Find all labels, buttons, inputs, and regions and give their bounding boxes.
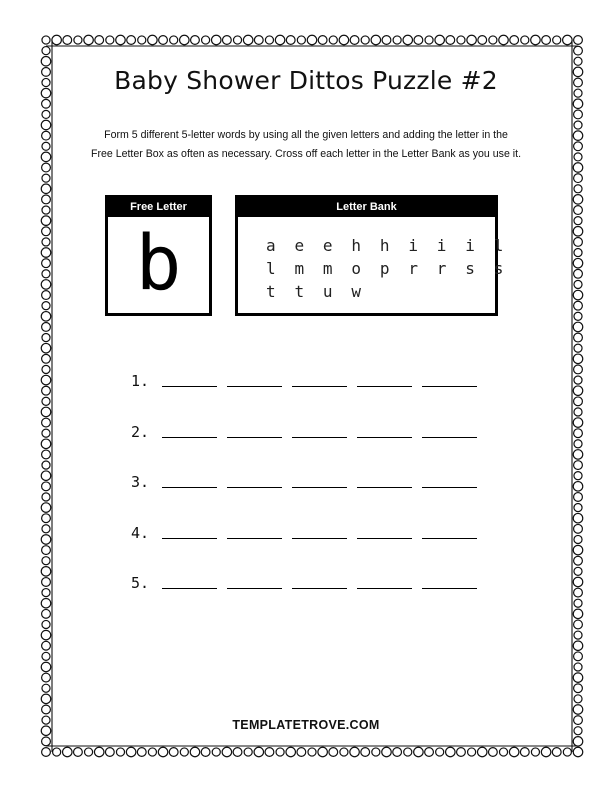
border-loop	[574, 57, 582, 65]
letter-blank[interactable]	[357, 588, 412, 589]
border-loop	[510, 36, 519, 45]
border-loop	[573, 577, 583, 587]
border-loop	[148, 35, 158, 45]
border-loop	[42, 514, 51, 523]
border-loop	[329, 36, 337, 44]
border-loop	[573, 131, 583, 141]
border-loop	[446, 36, 455, 45]
border-loop	[573, 737, 583, 747]
border-loop	[41, 216, 51, 226]
border-loop	[531, 35, 541, 45]
border-loop	[573, 641, 583, 651]
border-loop	[42, 461, 50, 469]
border-loop	[53, 748, 61, 756]
border-loop	[574, 121, 582, 129]
border-loop	[159, 36, 168, 45]
border-loop	[414, 36, 423, 45]
letter-bank-row: t t u w	[266, 282, 366, 301]
border-loop	[41, 535, 51, 545]
border-loop	[574, 110, 583, 119]
letter-bank-letters	[266, 234, 508, 303]
border-loop	[573, 322, 583, 332]
letter-blank[interactable]	[422, 538, 477, 539]
border-loop	[574, 556, 583, 565]
border-loop	[42, 131, 51, 140]
border-loop	[574, 238, 583, 247]
border-loop	[42, 450, 51, 459]
border-loop	[297, 748, 306, 757]
border-loop	[371, 35, 381, 45]
border-loop	[573, 450, 583, 460]
border-loop	[574, 652, 583, 661]
border-loop	[573, 290, 583, 300]
border-loop	[436, 748, 444, 756]
border-loop	[574, 504, 582, 512]
border-loop	[574, 408, 582, 416]
border-loop	[573, 195, 583, 205]
letter-blank[interactable]	[292, 487, 347, 488]
border-loop	[170, 36, 178, 44]
letter-bank-row: l m m o p r r s s	[266, 259, 508, 278]
answer-number: 2.	[131, 422, 150, 441]
border-loop	[573, 354, 583, 364]
border-loop	[276, 748, 284, 756]
border-loop	[574, 365, 583, 374]
border-loop	[180, 35, 190, 45]
border-loop	[574, 312, 582, 320]
border-loop	[372, 748, 380, 756]
border-loop	[190, 747, 200, 757]
border-loop	[574, 535, 582, 543]
border-loop	[74, 748, 83, 757]
border-loop	[446, 747, 456, 757]
border-loop	[574, 344, 582, 352]
border-loop	[425, 36, 433, 44]
border-loop	[254, 36, 263, 45]
border-loop	[137, 748, 146, 757]
border-loop	[574, 46, 583, 55]
border-loop	[222, 747, 232, 757]
border-loop	[42, 238, 50, 246]
border-loop	[127, 36, 136, 45]
border-loop	[573, 747, 583, 757]
border-loop	[574, 174, 583, 183]
border-loop	[573, 163, 583, 173]
border-loop	[563, 748, 571, 756]
border-loop	[41, 567, 51, 577]
border-loop	[574, 684, 583, 693]
border-loop	[42, 578, 51, 587]
border-loop	[41, 343, 51, 353]
border-loop	[42, 163, 51, 172]
border-loop	[499, 35, 509, 45]
instructions-line-1: Form 5 different 5-letter words by using all the given letters and adding the letter in the	[104, 129, 508, 141]
border-loop	[573, 545, 583, 555]
border-loop	[42, 302, 50, 310]
free-letter: b	[135, 218, 182, 307]
answer-number: 3.	[131, 473, 150, 491]
border-loop	[520, 748, 529, 757]
letter-blank[interactable]	[357, 487, 412, 488]
border-loop	[297, 36, 305, 44]
letter-blank[interactable]	[162, 437, 217, 438]
border-loop	[42, 737, 51, 746]
border-loop	[41, 57, 51, 67]
border-loop	[212, 748, 220, 756]
border-loop	[41, 152, 51, 162]
border-loop	[42, 270, 50, 278]
border-loop	[318, 36, 327, 45]
border-loop	[42, 418, 51, 427]
letter-blank[interactable]	[162, 487, 217, 488]
border-loop	[521, 36, 529, 44]
border-loop	[382, 747, 392, 757]
border-loop	[573, 482, 583, 492]
border-loop	[574, 142, 583, 151]
border-loop	[574, 461, 583, 470]
border-loop	[574, 269, 583, 278]
border-loop	[499, 748, 507, 756]
border-loop	[42, 525, 50, 533]
border-loop	[286, 747, 296, 757]
border-loop	[243, 35, 253, 45]
border-loop	[42, 174, 50, 182]
letter-blank[interactable]	[227, 538, 282, 539]
border-loop	[308, 748, 316, 756]
border-loop	[42, 748, 51, 757]
border-loop	[574, 599, 582, 607]
border-loop	[41, 471, 51, 481]
border-loop	[574, 333, 583, 342]
border-loop	[42, 47, 50, 55]
border-loop	[42, 589, 50, 597]
border-loop	[42, 195, 51, 204]
border-loop	[393, 36, 401, 44]
border-loop	[509, 747, 519, 757]
border-loop	[41, 598, 51, 608]
border-loop	[42, 482, 51, 491]
border-loop	[574, 695, 582, 703]
border-loop	[265, 36, 273, 44]
border-loop	[244, 748, 252, 756]
border-loop	[574, 185, 582, 193]
border-loop	[477, 747, 487, 757]
border-loop	[457, 748, 466, 757]
border-loop	[573, 418, 583, 428]
border-loop	[574, 280, 582, 288]
border-loop	[42, 291, 51, 300]
border-loop	[307, 35, 317, 45]
answer-number: 4.	[131, 523, 150, 542]
border-loop	[85, 748, 93, 756]
border-loop	[180, 748, 188, 756]
border-loop	[573, 609, 583, 619]
border-loop	[574, 206, 583, 215]
answer-number: 5.	[131, 574, 150, 592]
letter-blank[interactable]	[357, 437, 412, 438]
border-loop	[63, 747, 73, 757]
border-loop	[574, 524, 583, 533]
border-loop	[574, 620, 583, 629]
border-loop	[573, 258, 583, 268]
border-loop	[254, 747, 264, 757]
border-loop	[339, 35, 349, 45]
border-loop	[42, 206, 50, 214]
border-loop	[553, 36, 561, 44]
border-loop	[574, 663, 582, 671]
border-loop	[222, 36, 231, 45]
letter-blank[interactable]	[422, 437, 477, 438]
border-loop	[42, 354, 51, 363]
border-loop	[84, 35, 94, 45]
border-loop	[552, 748, 561, 757]
letter-blank[interactable]	[292, 386, 347, 387]
letter-blank[interactable]	[357, 538, 412, 539]
border-loop	[329, 748, 338, 757]
border-loop	[573, 386, 583, 396]
letter-blank[interactable]	[162, 588, 217, 589]
border-loop	[488, 748, 497, 757]
letter-blank[interactable]	[292, 588, 347, 589]
border-loop	[574, 429, 583, 438]
letter-bank-header: Letter Bank	[238, 198, 495, 217]
border-loop	[41, 630, 51, 640]
border-loop	[574, 376, 582, 384]
border-loop	[42, 493, 50, 501]
border-loop	[52, 35, 62, 45]
border-loop	[42, 334, 50, 342]
border-loop	[574, 153, 582, 161]
border-loop	[42, 259, 51, 268]
border-loop	[148, 748, 156, 756]
border-loop	[42, 546, 51, 555]
border-loop	[573, 705, 583, 715]
instructions	[80, 126, 532, 164]
border-loop	[126, 747, 136, 757]
border-loop	[41, 503, 51, 513]
border-loop	[574, 567, 582, 575]
border-loop	[265, 748, 274, 757]
border-loop	[63, 36, 72, 45]
border-loop	[478, 36, 487, 45]
border-loop	[42, 620, 50, 628]
border-loop	[275, 35, 285, 45]
border-loop	[42, 684, 50, 692]
border-loop	[573, 227, 583, 237]
page-title: Baby Shower Dittos Puzzle #2	[114, 66, 498, 95]
border-loop	[350, 36, 359, 45]
border-loop	[542, 36, 551, 45]
border-loop	[361, 36, 369, 44]
letter-blank[interactable]	[227, 487, 282, 488]
border-loop	[138, 36, 146, 44]
border-loop	[74, 36, 82, 44]
border-loop	[42, 323, 51, 332]
border-loop	[573, 513, 583, 523]
free-letter-header: Free Letter	[108, 198, 209, 217]
border-loop	[42, 365, 50, 373]
border-loop	[94, 747, 104, 757]
border-loop	[468, 748, 476, 756]
border-loop	[158, 747, 168, 757]
border-loop	[563, 35, 573, 45]
border-loop	[41, 439, 51, 449]
letter-blank[interactable]	[422, 588, 477, 589]
border-loop	[574, 472, 582, 480]
instructions-line-2: Free Letter Box as often as necessary. Cross off each letter in the Letter Bank as you use it.	[90, 148, 522, 160]
border-loop	[467, 35, 477, 45]
border-loop	[42, 557, 50, 565]
border-loop	[233, 748, 242, 757]
border-loop	[116, 35, 126, 45]
border-loop	[116, 748, 124, 756]
letter-blank[interactable]	[422, 386, 477, 387]
border-loop	[340, 748, 348, 756]
border-loop	[41, 375, 51, 385]
border-loop	[41, 280, 51, 290]
border-loop	[435, 35, 445, 45]
site-credit: TEMPLATETROVE.COM	[232, 718, 380, 732]
border-loop	[382, 36, 391, 45]
border-loop	[404, 748, 412, 756]
border-loop	[42, 227, 51, 236]
letter-blank[interactable]	[227, 386, 282, 387]
border-loop	[95, 36, 104, 45]
border-loop	[233, 36, 241, 44]
border-loop	[41, 407, 51, 417]
border-loop	[574, 217, 582, 225]
border-loop	[202, 36, 210, 44]
border-loop	[42, 36, 50, 44]
border-loop	[350, 747, 360, 757]
border-loop	[41, 312, 51, 322]
letter-blank[interactable]	[162, 538, 217, 539]
border-loop	[42, 142, 50, 150]
border-loop	[42, 429, 50, 437]
border-loop	[574, 588, 583, 597]
border-loop	[42, 705, 51, 714]
border-loop	[42, 386, 51, 395]
border-loop	[541, 747, 551, 757]
border-loop	[489, 36, 497, 44]
letter-blank[interactable]	[162, 386, 217, 387]
answer-number: 1.	[131, 372, 150, 390]
border-loop	[574, 631, 582, 639]
border-loop	[457, 36, 465, 44]
letter-blank[interactable]	[227, 437, 282, 438]
border-loop	[41, 694, 51, 704]
border-loop	[42, 673, 51, 682]
border-loop	[573, 673, 583, 683]
border-loop	[201, 748, 210, 757]
border-loop	[42, 609, 51, 618]
border-loop	[42, 397, 50, 405]
letter-blank[interactable]	[227, 588, 282, 589]
border-loop	[573, 99, 583, 109]
border-loop	[286, 36, 295, 45]
border-loop	[106, 36, 114, 44]
border-loop	[574, 397, 583, 406]
letter-bank-row: a e e h h i i i l	[266, 236, 508, 255]
border-loop	[425, 748, 434, 757]
border-loop	[211, 35, 221, 45]
border-loop	[393, 748, 402, 757]
border-loop	[414, 747, 424, 757]
letter-bank-box	[235, 195, 508, 316]
border-loop	[361, 748, 370, 757]
letter-blank[interactable]	[292, 437, 347, 438]
border-loop	[41, 662, 51, 672]
border-loop	[42, 652, 50, 660]
border-loop	[42, 641, 51, 650]
border-loop	[318, 747, 328, 757]
border-loop	[574, 440, 582, 448]
letter-blank[interactable]	[292, 538, 347, 539]
border-loop	[191, 36, 200, 45]
border-loop	[105, 748, 114, 757]
border-loop	[403, 35, 413, 45]
border-loop	[41, 248, 51, 257]
border-loop	[41, 120, 51, 130]
border-loop	[42, 110, 50, 118]
border-loop	[42, 99, 51, 108]
border-loop	[574, 248, 582, 256]
letter-blank[interactable]	[422, 487, 477, 488]
border-loop	[169, 748, 178, 757]
free-letter-box	[105, 195, 212, 316]
border-loop	[574, 36, 583, 45]
border-loop	[531, 748, 539, 756]
border-loop	[41, 184, 51, 194]
border-loop	[574, 301, 583, 310]
letter-blank[interactable]	[357, 386, 412, 387]
border-loop	[574, 493, 583, 502]
